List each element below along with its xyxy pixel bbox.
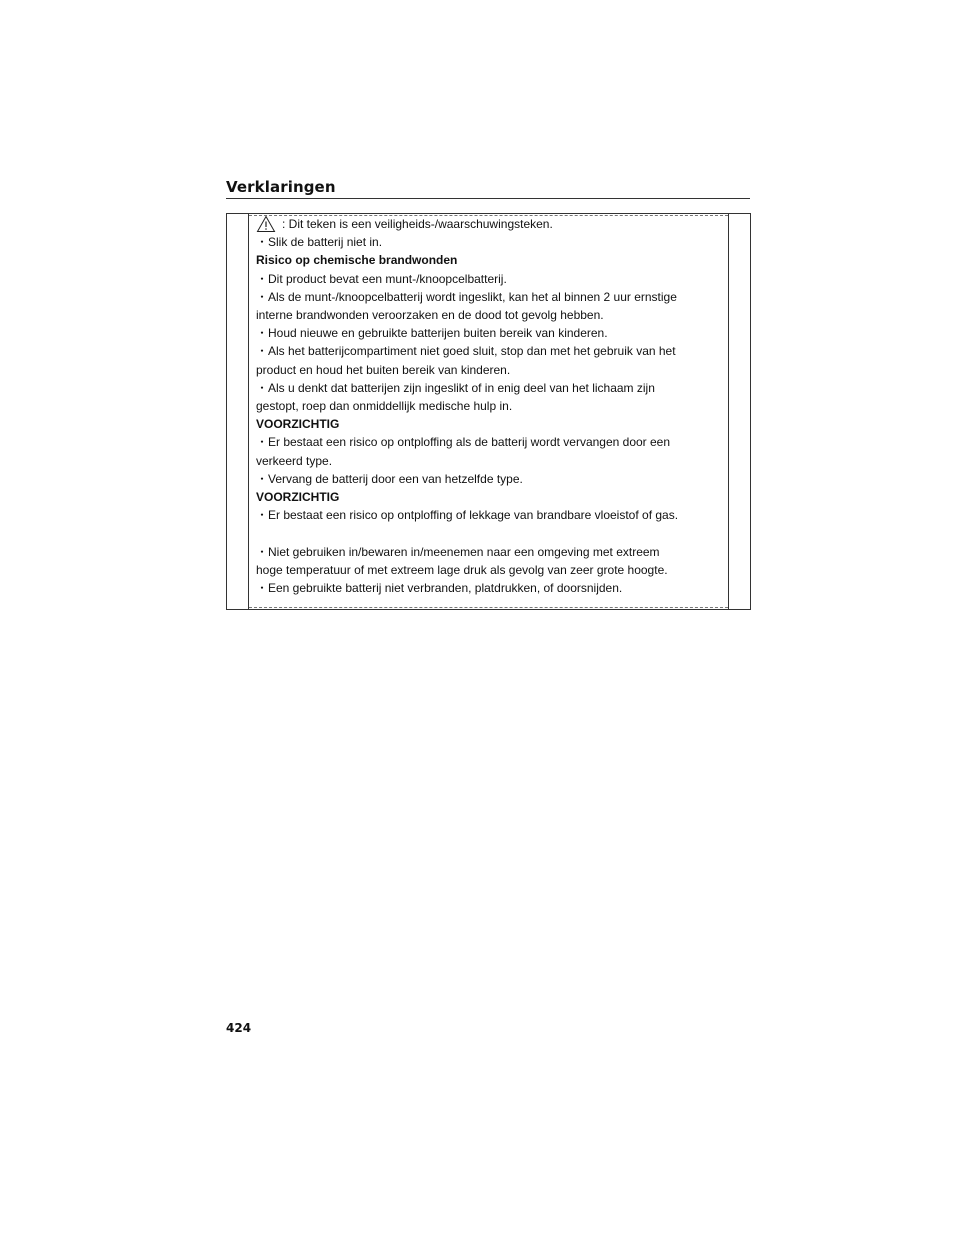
text-line: ・Houd nieuwe en gebruikte batterijen buiten bereik van kinderen. — [256, 326, 608, 341]
text-line: gestopt, roep dan onmiddellijk medische hulp in. — [256, 399, 513, 414]
text-line: ・Er bestaat een risico op ontploffing of lekkage van brandbare vloeistof of gas. — [256, 508, 679, 523]
text-line: ・Niet gebruiken in/bewaren in/meenemen naar een omgeving met extreem — [256, 544, 660, 559]
warning-symbol-line — [256, 215, 726, 233]
text-line: hoge temperatuur of met extreem lage druk als gevolg van zeer grote hoogte. — [256, 562, 668, 577]
text-line: ・Er bestaat een risico op ontploffing als de batterij wordt vervangen door een — [256, 435, 671, 450]
text-line: ・Als de munt-/knoopcelbatterij wordt ingeslikt, kan het al binnen 2 uur ernstige — [256, 289, 677, 304]
text-line: verkeerd type. — [256, 453, 333, 468]
bottom-dashed-border — [249, 607, 728, 608]
text-line: product en houd het buiten bereik van kinderen. — [256, 362, 511, 377]
text-line: ・Vervang de batterij door een van hetzelfde type. — [256, 471, 523, 486]
section-title: Verklaringen — [226, 178, 336, 196]
warning-triangle-icon — [256, 215, 276, 233]
left-column-divider — [248, 214, 249, 609]
blank-line — [256, 524, 726, 542]
text-line: ・Als u denkt dat batterijen zijn ingeslikt of in enig deel van het lichaam zijn — [256, 380, 655, 395]
subheading-chemical-burns: Risico op chemische brandwonden — [256, 253, 458, 268]
warning-symbol-text: : Dit teken is een veiligheids-/waarschuwingsteken. — [282, 217, 553, 231]
text-line: ・Een gebruikte batterij niet verbranden, platdrukken, of doorsnijden. — [256, 581, 623, 596]
page-number: 424 — [226, 1021, 252, 1035]
text-line: ・Dit product bevat een munt-/knoopcelbatterij. — [256, 271, 507, 286]
right-column-divider — [728, 214, 729, 609]
text-line: ・Als het batterijcompartiment niet goed sluit, stop dan met het gebruik van het — [256, 344, 676, 359]
subheading-caution: VOORZICHTIG — [256, 417, 340, 432]
subheading-caution: VOORZICHTIG — [256, 490, 340, 505]
header-divider — [226, 198, 750, 199]
notice-content — [256, 215, 726, 597]
text-line: interne brandwonden veroorzaken en de dood tot gevolg hebben. — [256, 308, 604, 323]
text-line: ・Slik de batterij niet in. — [256, 235, 383, 250]
